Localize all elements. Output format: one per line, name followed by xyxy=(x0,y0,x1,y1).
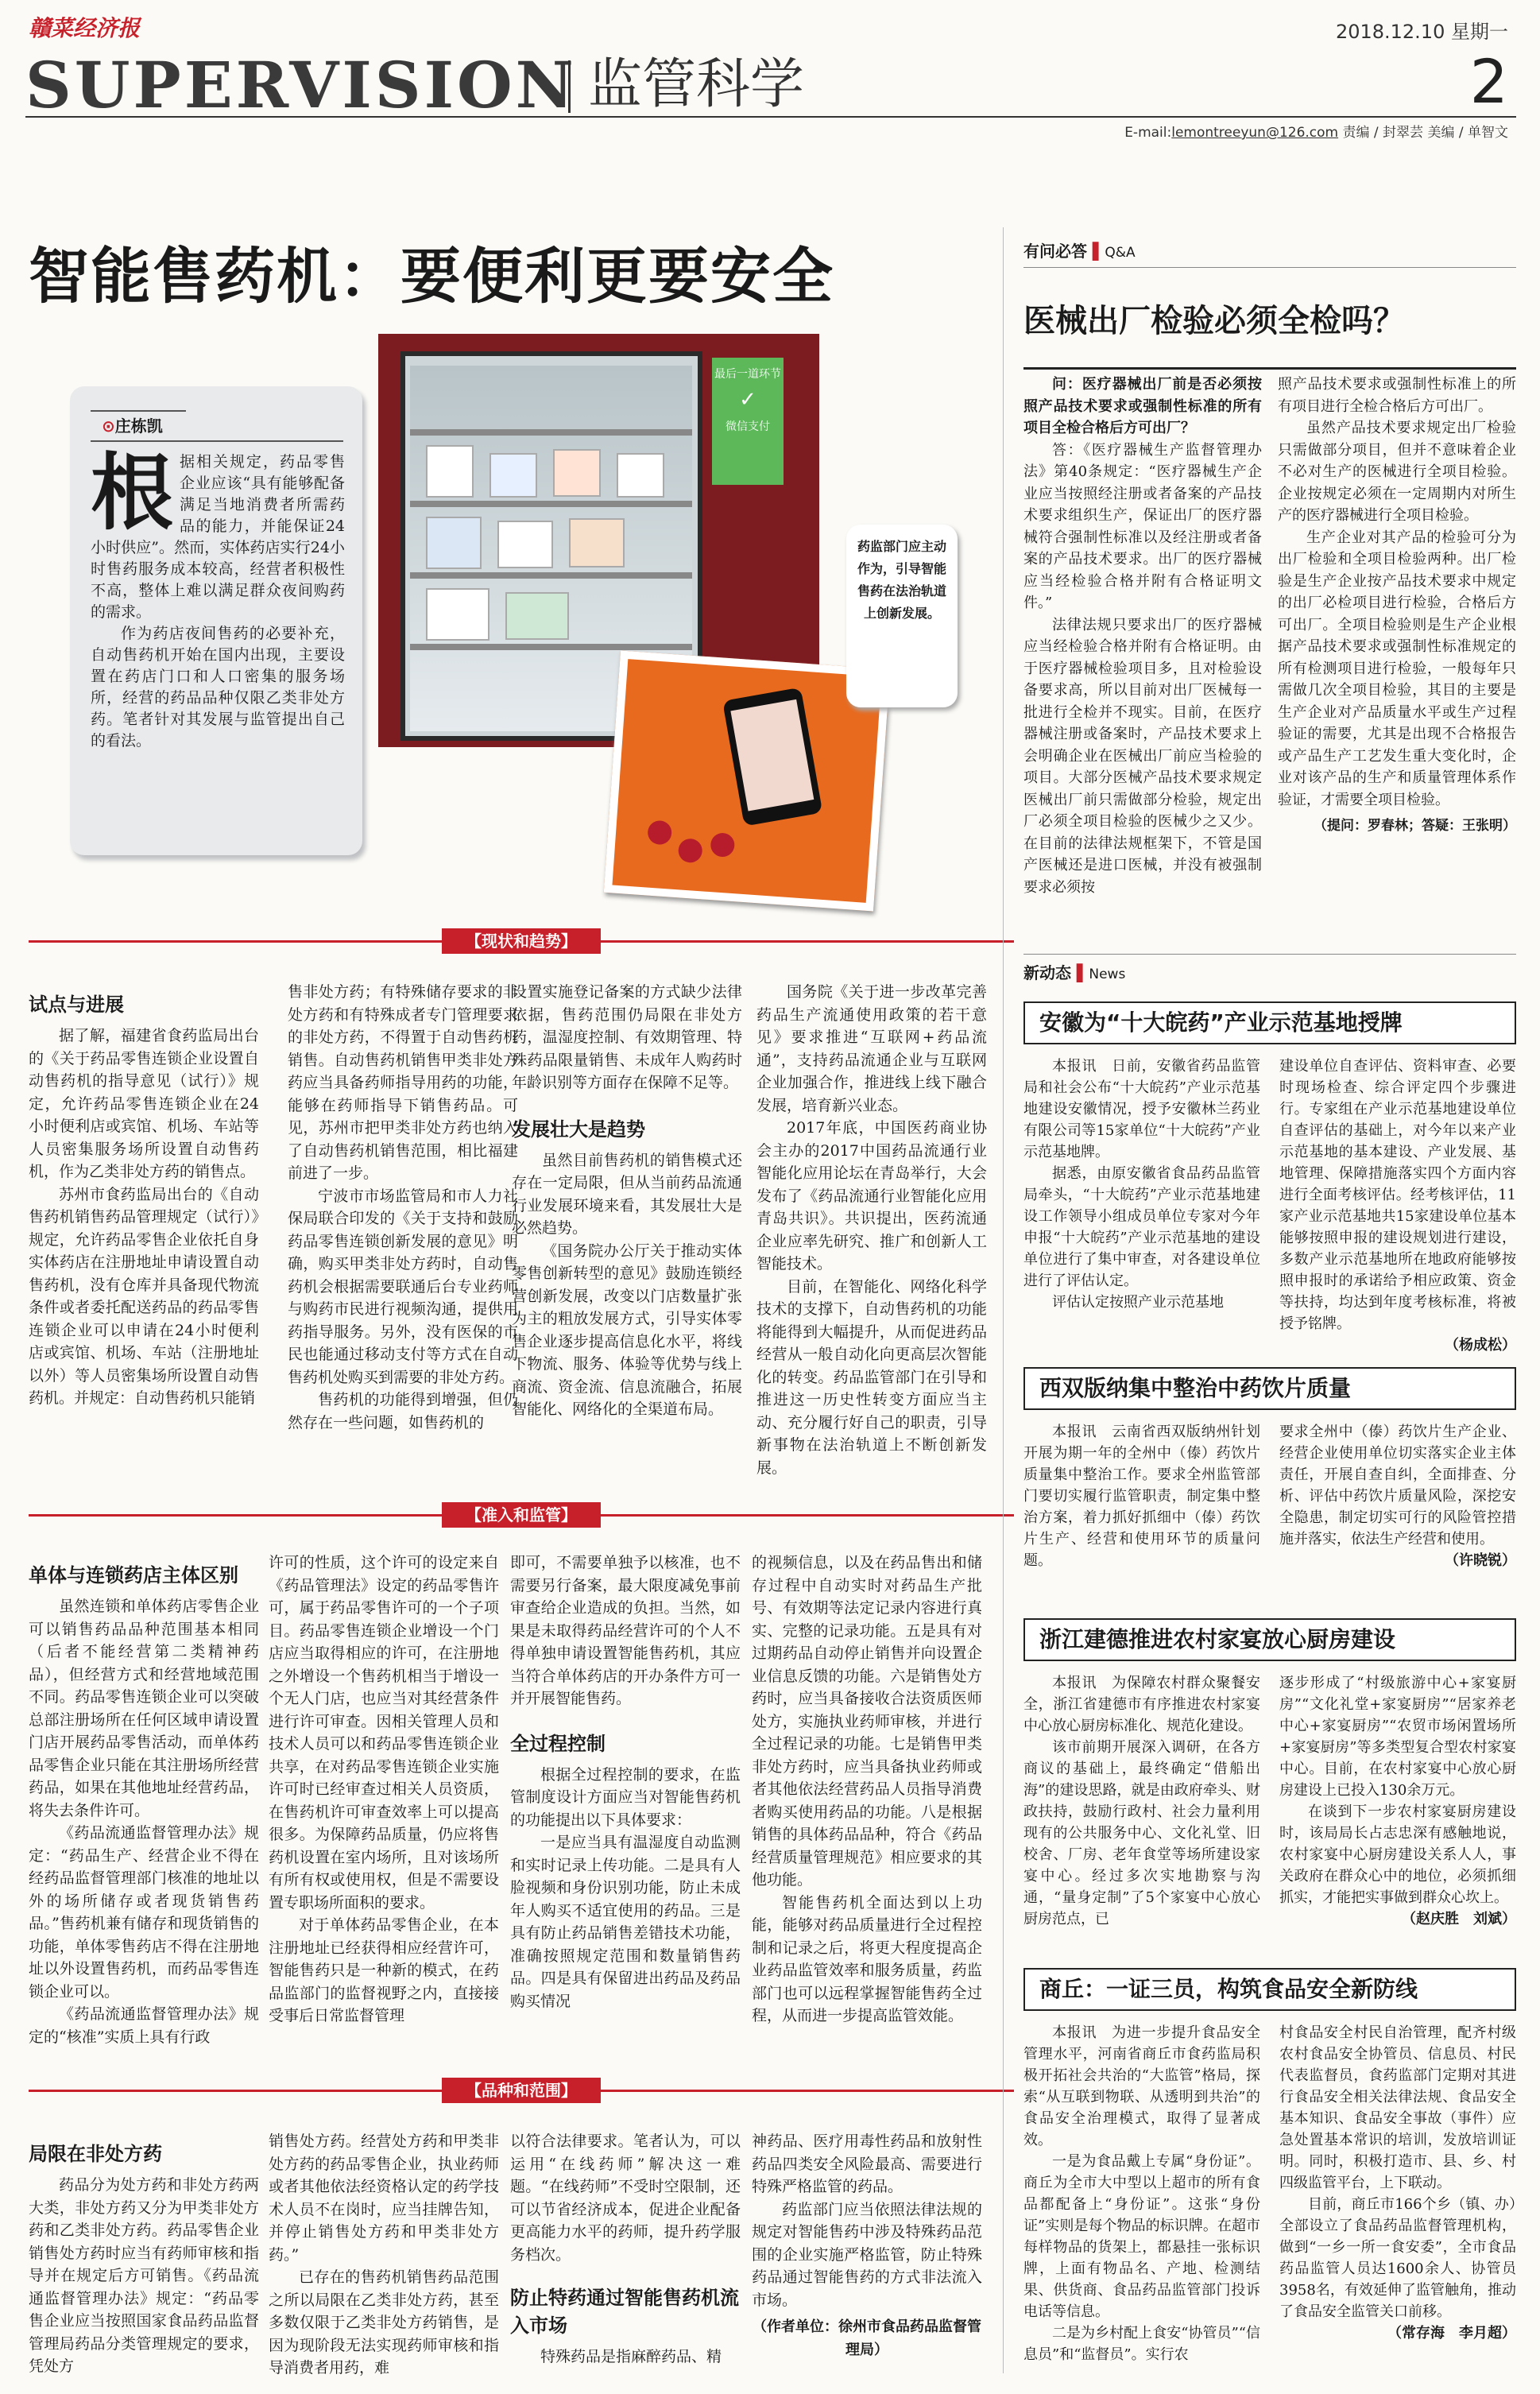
paragraph: 一是为食品戴上专属“身份证”。商丘为全市大中型以上超市的所有食品都配备上“身份证”。这张“身份证”实则是每个物品的标识牌。在超市每样物品的货架上，都悬挂一张标识牌，上面有物品名、产地、检测结果、供货商、食品药品监管部门投诉电话等信息。 xyxy=(1023,2153,1260,2320)
paragraph: 据了解，福建省食药监局出台的《关于药品零售连锁企业设置自动售药机的指导意见（试行）》规定，允许药品零售连锁企业在24小时便利店或宾馆、机场、车站等人员密集服务场所设置自动售药机，作为乙类非处方药的销售点。 xyxy=(29,1027,259,1180)
news-credit: （杨成松） xyxy=(1445,1337,1516,1354)
s1-col4 xyxy=(756,981,987,1479)
s3-col1: 局限在非处方药 药品分为处方药和非处方药两大类，非处方药又分为甲类非处方药和乙类非处方药。药品零售企业销售处方药时应当有药师审核和指导并在规定后方可销售。《药品流通监督管理办法》规定：“药品零售企业应当按照国家食品药品监督管理局药品分类管理规定的要求，凭处方 xyxy=(29,2130,259,2378)
paragraph: 本报讯 日前，安徽省药品监管局和社会公布“十大皖药”产业示范基地建设安徽情况，授予安徽林兰药业有限公司等15家单位“十大皖药”产业示范基地牌。 xyxy=(1023,1058,1260,1160)
news-title[interactable]: 西双版纳集中整治中药饮片质量 xyxy=(1023,1367,1516,1410)
paragraph: 一是应当具有温湿度自动监测和实时记录上传功能。二是具有人脸视频和身份识别功能，防止未成年人购买不适宜使用的药品。三是具有防止药品销售差错技术功能，准确按照规定范围和数量销售药品。四是具有保留进出药品及药品购买情况 xyxy=(510,1834,741,2010)
qa-credit: （提问：罗春林；答疑：王张明） xyxy=(1314,818,1516,834)
issue-date: 2018.12.10 星期一 xyxy=(1335,21,1508,43)
news-body-left xyxy=(1023,1056,1260,1313)
machine-label: 最后一道环节 ✓ 微信支付 xyxy=(712,358,784,485)
paragraph: 以符合法律要求。笔者认为，可以运用“在线药师”解决这一难题。“在线药师”不受时空限制，还可以节省经济成本，促进企业配备更高能力水平的药师，提升药学服务档次。 xyxy=(510,2133,741,2264)
masthead-rule xyxy=(25,116,1516,118)
editor-line: E-mail:lemontreeyun@126.com 责编 / 封翠芸 美编 / 单智文 xyxy=(1124,125,1508,141)
paragraph: 在谈到下一步农村家宴厨房建设时，该局局长占志忠深有感触地说，农村家宴中心厨房建设关系人人，事关政府在群众心中的地位，必须抓细抓实，才能把实事做到群众心坎上。 xyxy=(1279,1803,1516,1906)
paragraph: 特殊药品是指麻醉药品、精 xyxy=(540,2348,722,2365)
s2-col2 xyxy=(269,1551,499,2028)
s1-col2 xyxy=(288,981,518,1434)
qa-col-left xyxy=(1023,374,1262,898)
paragraph: 建设单位自查评估、资料审查、必要时现场检查、综合评定四个步骤进行。专家组在产业示范基地建设单位自查评估的基础上，对今年以来产业示范基地的基本建设、产业发展、基地管理、保障措施落实四个方面内容进行全面考核评估。经考核评估，11家产业示范基地共15家建设单位基本能够按照申报的建设规划进行建设，多数产业示范基地所在地政府能够按照申报时的承诺给予相应政策、资金等扶持，均达到年度考核标准，将被授予铭牌。 xyxy=(1279,1058,1516,1332)
paragraph: 售非处方药；有特殊储存要求的非处方药和有特殊成者专门管理要求的非处方药，不得置于自动售药机销售。自动售药机销售甲类非处方药应当具备药师指导用药的功能，能够在药师指导下销售药品。可见，苏州市把甲类非处方药也纳入了自动售药机销售范围，相比福建前进了一步。 xyxy=(288,983,518,1182)
section-bar-access: 【准入和监管】 xyxy=(29,1502,1014,1528)
s3-col4 xyxy=(752,2130,982,2361)
paragraph: 目前，在智能化、网络化科学技术的支撑下，自动售药机的功能将能得到大幅提升，从而促进药品经营从一般自动化向更高层次智能化的转变。药品监管部门在引导和推进这一历史性转变方面应当主动、充分履行好自己的职责，引导新事物在法治轨道上不断创新发展。 xyxy=(756,1277,987,1477)
lead-headline: 智能售药机：要便利更要安全 xyxy=(29,241,834,312)
news-body-left xyxy=(1023,1421,1260,1571)
column-divider xyxy=(1003,227,1004,2373)
paragraph: 据悉，由原安徽省食品药品监管局牵头，“十大皖药”产业示范基地建设工作领导小组成员单位专家对今年申报“十大皖药”产业示范基地的建设单位进行了集中审查，对各建设单位进行了评估认定。 xyxy=(1023,1165,1260,1289)
paragraph: 售药机的功能得到增强，但仍然存在一些问题，如售药机的 xyxy=(288,1391,518,1431)
news-title[interactable]: 浙江建德推进农村家宴放心厨房建设 xyxy=(1023,1618,1516,1661)
paragraph: 药监部门应当依照法律法规的规定对智能售药中涉及特殊药品范围的企业实施严格监管，防止特殊药品通过智能售药的方式非法流入市场。 xyxy=(752,2200,982,2309)
paragraph: 即可，不需要单独予以核准，也不需要另行备案，最大限度减免事前审查给企业造成的负担。当然，如果是未取得药品经营许可的个人不得单独申请设置智能售药机，其应当符合单体药店的开办条件方可一并开展智能售药。 xyxy=(510,1554,741,1707)
news-credit: （赵庆胜 刘斌） xyxy=(1402,1911,1516,1927)
section-bar-status: 【现状和趋势】 xyxy=(29,928,1014,954)
s2-col4 xyxy=(752,1551,982,2028)
paragraph: 药品分为处方药和非处方药两大类，非处方药又分为甲类非处方药和乙类非处方药。药品零售企业销售处方药时应当有药师审核和指导并在规定后方可销售。《药品流通监督管理办法》规定：“药品零售企业应当按照国家食品药品监督管理局药品分类管理规定的要求，凭处方 xyxy=(29,2176,259,2375)
paragraph: 问：医疗器械出厂前是否必须按照产品技术要求或强制性标准的所有项目全检合格后方可出厂？ xyxy=(1023,376,1262,436)
paragraph: 对于单体药品零售企业，在本注册地址已经获得相应经营许可，智能售药只是一种新的模式，在药品监部门的监督视野之内，直接接受事后日常监督管理 xyxy=(269,1916,499,2024)
drop-cap: 根 xyxy=(91,444,174,541)
paragraph: 已存在的售药机销售药品范围之所以局限在乙类非处方药，甚至多数仅限于乙类非处方药销售，是因为现阶段无法实现药师审核和指导消费者用药，难 xyxy=(269,2268,499,2377)
photo-caption: 药监部门应主动作为，引导智能售药在法治轨道上创新发展。 xyxy=(846,525,958,707)
section-title-en: SUPERVISION xyxy=(25,48,577,122)
paragraph: 答：《医疗器械生产监督管理办法》第40条规定：“医疗器械生产企业应当按照经注册或者备案的产品技术要求组织生产，保证出厂的医疗器械符合强制性标准以及经注册或者备案的产品技术要求。出厂的医疗器械应当经检验合格并附有合格证明文件。” xyxy=(1023,441,1262,611)
email-link[interactable]: lemontreeyun@126.com xyxy=(1171,125,1339,141)
paragraph: 照产品技术要求或强制性标准上的所有项目进行全检合格后方可出厂。 xyxy=(1278,376,1516,415)
s2-col3: 即可，不需要单独予以核准，也不需要另行备案，最大限度减免事前审查给企业造成的负担。当然，如果是未取得药品经营许可的个人不得单独申请设置智能售药机，其应当符合单体药店的开办条件方可一并开展智能售药。 全过程控制 根据全过程控制的要求，在监管制度设计方面应当对智能售药机的功能提出以下具体要求： 一是应当具有温湿度自动监测和实时记录上传功能。二是具有人脸视频和身份识别功能，防止未成年人购买不适宜使用的药品。三是具有防止药品销售差错技术功能，准确按照规定范围和数量销售药品。四是具有保留进出药品及药品购买情况 xyxy=(510,1551,741,2012)
paragraph: 智能售药机全面达到以上功能，能够对药品质量进行全过程控制和记录之后，将更大程度提高企业药品监管效率和服务质量，药监部门也可以远程掌握智能售药全过程，从而进一步提高监管效能。 xyxy=(752,1893,982,2024)
news-body-right xyxy=(1279,2022,1516,2344)
s1-col3: 设置实施登记备案的方式缺少法律依据，售药范围仍局限在非处方药，温湿度控制、有效期管理、特殊药品限量销售、未成年人购药时年龄识别等方面存在保障不足等。 发展壮大是趋势 虽然目前售药机的销售模式还存在一定局限，但从当前药品流通行业发展环境来看，其发展壮大是必然趋势。 《国务院办公厅关于推动实体零售创新转型的意见》鼓励连锁经营创新发展，改变以门店数量扩张为主的粗放发展方式，引导实体零售企业逐步提高信息化水平，将线下物流、服务、体验等优势与线上商流、资金流、信息流融合，拓展智能化、网络化的全渠道布局。 xyxy=(512,981,742,1421)
intro-box xyxy=(70,386,362,855)
s1-col1: 试点与进展 据了解，福建省食药监局出台的《关于药品零售连锁企业设置自动售药机的指导意见（试行）》规定，允许药品零售连锁企业在24小时便利店或宾馆、机场、车站等人员密集服务场所设置自动售药机，作为乙类非处方药的销售点。 苏州市食药监局出台的《自动售药机销售药品管理规定（试行）》规定，允许药品零售企业依托自身实体药店在注册地址申请设置自动售药机，没有仓库并具备现代物流条件或者委托配送药品的药品零售连锁企业可以申请在24小时便利店或宾馆、机场、车站（注册地址以外）等人员密集场所设置自动售药机。并规定：自动售药机只能销 xyxy=(29,981,259,1410)
paragraph: 的视频信息，以及在药品售出和储存过程中自动实时对药品生产批号、有效期等法定记录内容进行真实、完整的记录功能。五是具有对过期药品自动停止销售并向设置企业信息反馈的功能。六是销售处方药时，应当具备接收合法资质医师处方，实施执业药师审核，并进行全过程记录的功能。七是销售甲类非处方药时，应当具备执业药师或者其他依法经营药品人员指导消费者购买使用药品的功能。八是根据销售的具体药品品种，符合《药品经营质量管理规范》相应要求的其他功能。 xyxy=(752,1554,982,1888)
paragraph: 销售处方药。经营处方药和甲类非处方药的药品零售企业，执业药师或者其他依法经资格认定的药学技术人员不在岗时，应当挂牌告知，并停止销售处方药和甲类非处方药。” xyxy=(269,2133,499,2264)
paragraph: 该市前期开展深入调研，在各方商议的基础上，最终确定“借船出海”的建设思路，就是由政府牵头、财政扶持，鼓励行政村、社会力量利用现有的公共服务中心、文化礼堂、旧校舍、厂房、老年食堂等场所建设家宴中心。经过多次实地勘察与沟通，“量身定制”了5个家宴中心放心厨房范点，已 xyxy=(1023,1739,1260,1927)
news-credit: （许晓锐） xyxy=(1445,1552,1516,1569)
section-bar-scope: 【品种和范围】 xyxy=(29,2078,1014,2103)
news-body-left xyxy=(1023,2022,1260,2365)
s3-col2 xyxy=(269,2130,499,2380)
paragraph: 《药品流通监督管理办法》规定：“药品生产、经营企业不得在经药品监督管理部门核准的地址以外的场所储存或者现货销售药品。”售药机兼有储存和现货销售的功能，单体零售药店不得在注册地址以外设置售药机，而药品零售连锁企业可以。 xyxy=(29,1824,259,2001)
news-credit: （常存海 李月超） xyxy=(1387,2325,1516,2342)
paragraph: 虽然连锁和单体药店零售企业可以销售药品品种范围基本相同（后者不能经营第二类精神药品），但经营方式和经营地域范围不同。药品零售连锁企业可以突破总部注册场所在任何区域申请设置门店开展药品零售活动，而单体药品零售企业只能在其注册场所经营药品，如果在其他地址经营药品，将失去条件许可。 xyxy=(29,1598,259,1819)
paragraph: 国务院《关于进一步改革完善药品生产流通使用政策的若干意见》要求推进“互联网+药品流通”，支持药品流通企业与互联网企业加强合作，推进线上线下融合发展，培育新兴业态。 xyxy=(756,983,987,1114)
section-title-cn: 监管科学 xyxy=(588,53,805,116)
news-title[interactable]: 商丘：一证三员，构筑食品安全新防线 xyxy=(1023,1968,1516,2011)
paragraph: 二是为乡村配上食安“协管员”“信息员”和“监督员”。实行农 xyxy=(1023,2325,1260,2363)
paragraph: 目前，商丘市166个乡（镇、办）全部设立了食品药品监督管理机构，做到“一乡一所一食安委”，全市食品药品监管人员达1600余人、协管员3958名，有效延伸了监管触角，推动了食品安全监管关口前移。 xyxy=(1279,2196,1516,2320)
news-title[interactable]: 安徽为“十大皖药”产业示范基地授牌 xyxy=(1023,1001,1516,1044)
paragraph: 评估认定按照产业示范基地 xyxy=(1052,1294,1224,1311)
page-number: 2 xyxy=(1469,46,1508,117)
qa-title: 医械出厂检验必须全检吗？ xyxy=(1023,302,1405,339)
paragraph: 设置实施登记备案的方式缺少法律依据，售药范围仍局限在非处方药，温湿度控制、有效期管理、特殊药品限量销售、未成年人购药时年龄识别等方面存在保障不足等。 xyxy=(512,983,742,1091)
paragraph: 虽然目前售药机的销售模式还存在一定局限，但从当前药品流通行业发展环境来看，其发展壮大是必然趋势。 xyxy=(512,1151,742,1237)
masthead-divider xyxy=(568,60,571,113)
paper-logo: 贛菜经济报 xyxy=(29,15,141,41)
s2-col1: 单体与连锁药店主体区别 虽然连锁和单体药店零售企业可以销售药品品种范围基本相同（后者不能经营第二类精神药品），但经营方式和经营地域范围不同。药品零售连锁企业可以突破总部注册场所在任何区域申请设置门店开展药品零售活动，而单体药品零售企业只能在其注册场所经营药品，如果在其他地址经营药品，将失去条件许可。 《药品流通监督管理办法》规定：“药品生产、经营企业不得在经药品监督管理部门核准的地址以外的场所储存或者现货销售药品。”售药机兼有储存和现货销售的功能，单体零售药店不得在注册地址以外设置售药机，而药品零售连锁企业可以。 《药品流通监督管理办法》规定的“核准”实质上具有行政 xyxy=(29,1551,259,2048)
paragraph: 生产企业对其产品的检验可分为出厂检验和全项目检验两种。出厂检验是生产企业按产品技术要求中规定的出厂必检项目进行检验，合格后方可出厂。全项目检验则是生产企业根据产品技术要求或强制性标准规定的所有检测项目进行检验，一般每年只需做几次全项目检验，其目的主要是生产企业对产品质量水平或生产过程验证的需要，尤其是出现不合格报告或产品生产工艺发生重大变化时，企业对该产品的生产和质量管理体系作验证，才需要全项目检验。 xyxy=(1278,529,1516,808)
paragraph: 根据全过程控制的要求，在监管制度设计方面应当对智能售药机的功能提出以下具体要求： xyxy=(510,1765,741,1829)
paragraph: 法律法规只要求出厂的医疗器械应当经检验合格并附有合格证明。由于医疗器械检验项目多，且对检验设备要求高，所以目前对出厂医械每一批进行全检并不现实。目前，在医疗器械注册或备案时，产品技术要求上会明确企业在医械出厂前应当检验的项目。大部分医械产品技术要求规定医械出厂前只需做部分检验，规定出厂必须全项目检验的医械少之又少。在目前的法律法规框架下，不管是国产医械还是进口医械，并没有被强制要求必须按 xyxy=(1023,616,1262,896)
paragraph: 虽然产品技术要求规定出厂检验只需做部分项目，但并不意味着企业不必对生产的医械进行全项目检验。企业按规定必须在一定周期内对所生产的医疗器械进行全项目检验。 xyxy=(1278,420,1516,524)
qa-kicker: 有问必答 ▌Q&A xyxy=(1023,242,1136,261)
paragraph: 2017年底，中国医药商业协会主办的2017中国药品流通行业智能化应用论坛在青岛举行，大会发布了《药品流通行业智能化应用青岛共识》。共识提出，医药流通企业应率先研究、推广和创新人工智能技术。 xyxy=(756,1119,987,1273)
paragraph: 本报讯 为进一步提升食品安全管理水平，河南省商丘市食药监局积极开拓社会共治的“大监管”格局，探索“从互联到物联、从透明到共治”的食品安全治理模式，取得了显著成效。 xyxy=(1023,2024,1260,2148)
paragraph: 村食品安全村民自治管理，配齐村级农村食品安全协管员、信息员、村民代表监督员，食药监部门定期对其进行食品安全相关法律法规、食品安全基本知识、食品安全事故（事件）应急处置基本常识的培训，发放培训证明。同时，积极打造市、县、乡、村四级监管平台，上下联动。 xyxy=(1279,2024,1516,2191)
paragraph: 本报讯 为保障农村群众聚餐安全，浙江省建德市有序推进农村家宴中心放心厨房标准化、规范化建设。 xyxy=(1023,1675,1260,1734)
paragraph: 要求全州中（傣）药饮片生产企业、经营企业使用单位切实落实企业主体责任，开展自查自纠，全面排查、分析、评估中药饮片质量风险，深挖安全隐患，制定切实可行的风险管控措施并落实，依法生产经营和使用。 xyxy=(1279,1424,1516,1548)
news-body-right xyxy=(1279,1056,1516,1356)
qa-col-right xyxy=(1278,374,1516,834)
paragraph: 《国务院办公厅关于推动实体零售创新转型的意见》鼓励连锁经营创新发展，改变以门店数量扩张为主的粗放发展方式，引导实体零售企业逐步提高信息化水平，将线下物流、服务、体验等优势与线上商流、资金流、信息流融合，拓展智能化、网络化的全渠道布局。 xyxy=(512,1242,742,1418)
author-byline: ⊙庄栋凯 xyxy=(102,416,163,436)
paragraph: 《药品流通监督管理办法》规定的“核准”实质上具有行政 xyxy=(29,2005,259,2046)
s3-col3: 以符合法律要求。笔者认为，可以运用“在线药师”解决这一难题。“在线药师”不受时空限制，还可以节省经济成本，促进企业配备更高能力水平的药师，提升药学服务档次。 防止特药通过智能售药机流入市场 特殊药品是指麻醉药品、精 xyxy=(510,2130,741,2369)
paragraph: 神药品、医疗用毒性药品和放射性药品四类安全风险最高、需要进行特殊严格监管的药品。 xyxy=(752,2133,982,2195)
author-unit: （作者单位：徐州市食品药品监督管理局） xyxy=(753,2318,981,2358)
intro-text: 根据相关规定，药品零售企业应该“具有能够配备满足当地消费者所需药品的能力，并能保证24小时供应”。然而，实体药店实行24小时售药服务成本较高，经营者积极性不高，整体上难以满足群众夜间购药的需求。 作为药店夜间售药的必要补充，自动售药机开始在国内出现，主要设置在药店门口和人口密集的服务场所，经营的药品品种仅限乙类非处方药。笔者针对其发展与监管提出自己的看法。 xyxy=(91,444,345,750)
paragraph: 逐步形成了“村级旅游中心+家宴厨房”“文化礼堂+家宴厨房”“居家养老中心+家宴厨房”“农贸市场闲置场所+家宴厨房”等多类型复合型农村家宴中心。目前，在农村家宴中心放心厨房建设上已投入130余万元。 xyxy=(1279,1675,1516,1799)
news-body-left xyxy=(1023,1672,1260,1930)
paragraph: 宁波市市场监管局和市人力社保局联合印发的《关于支持和鼓励药品零售连锁创新发展的意见》明确，购买甲类非处方药时，自动售药机会根据需要联通后台专业药师与购药市民进行视频沟通，提供用药指导服务。另外，没有医保的市民也能通过移动支付等方式在自动售药机处购买到需要的非处方药。 xyxy=(288,1187,518,1386)
news-body-right xyxy=(1279,1672,1516,1930)
paragraph: 苏州市食药监局出台的《自动售药机销售药品管理规定（试行）》规定，允许药品零售企业依托自身实体药店在注册地址申请设置自动售药机，没有仓库并具备现代物流条件或者委托配送药品的药品零售连锁企业可以申请在24小时便利店或宾馆、机场、车站（注册地址以外）等人员密集场所设置自动售药机。并规定：自动售药机只能销 xyxy=(29,1185,259,1407)
news-body-right xyxy=(1279,1421,1516,1571)
paragraph: 许可的性质，这个许可的设定来自《药品管理法》设定的药品零售许可，属于药品零售许可的一个子项目。药品零售连锁企业增设一个门店应当取得相应的许可，在注册地之外增设一个售药机相当于增设一个无人门店，也应当对其经营条件进行许可审查。因相关管理人员和技术人员可以和药品零售连锁企业共享，在对药品零售连锁企业实施许可时已经审查过相关人员资质，在售药机许可审查效率上可以提高很多。为保障药品质量，仍应将售药机设置在室内场所，且对该场所有所有权或使用权，但是不需要设置专职场所面积的要求。 xyxy=(269,1554,499,1912)
news-kicker: 新动态 ▌News xyxy=(1023,963,1126,982)
paragraph: 本报讯 云南省西双版纳州针划开展为期一年的全州中（傣）药饮片质量集中整治工作。要求全州监管部门要切实履行监管职责，制定集中整治方案，着力抓好抓细中（傣）药饮片生产、经营和使用环节的质量问题。 xyxy=(1023,1424,1260,1569)
